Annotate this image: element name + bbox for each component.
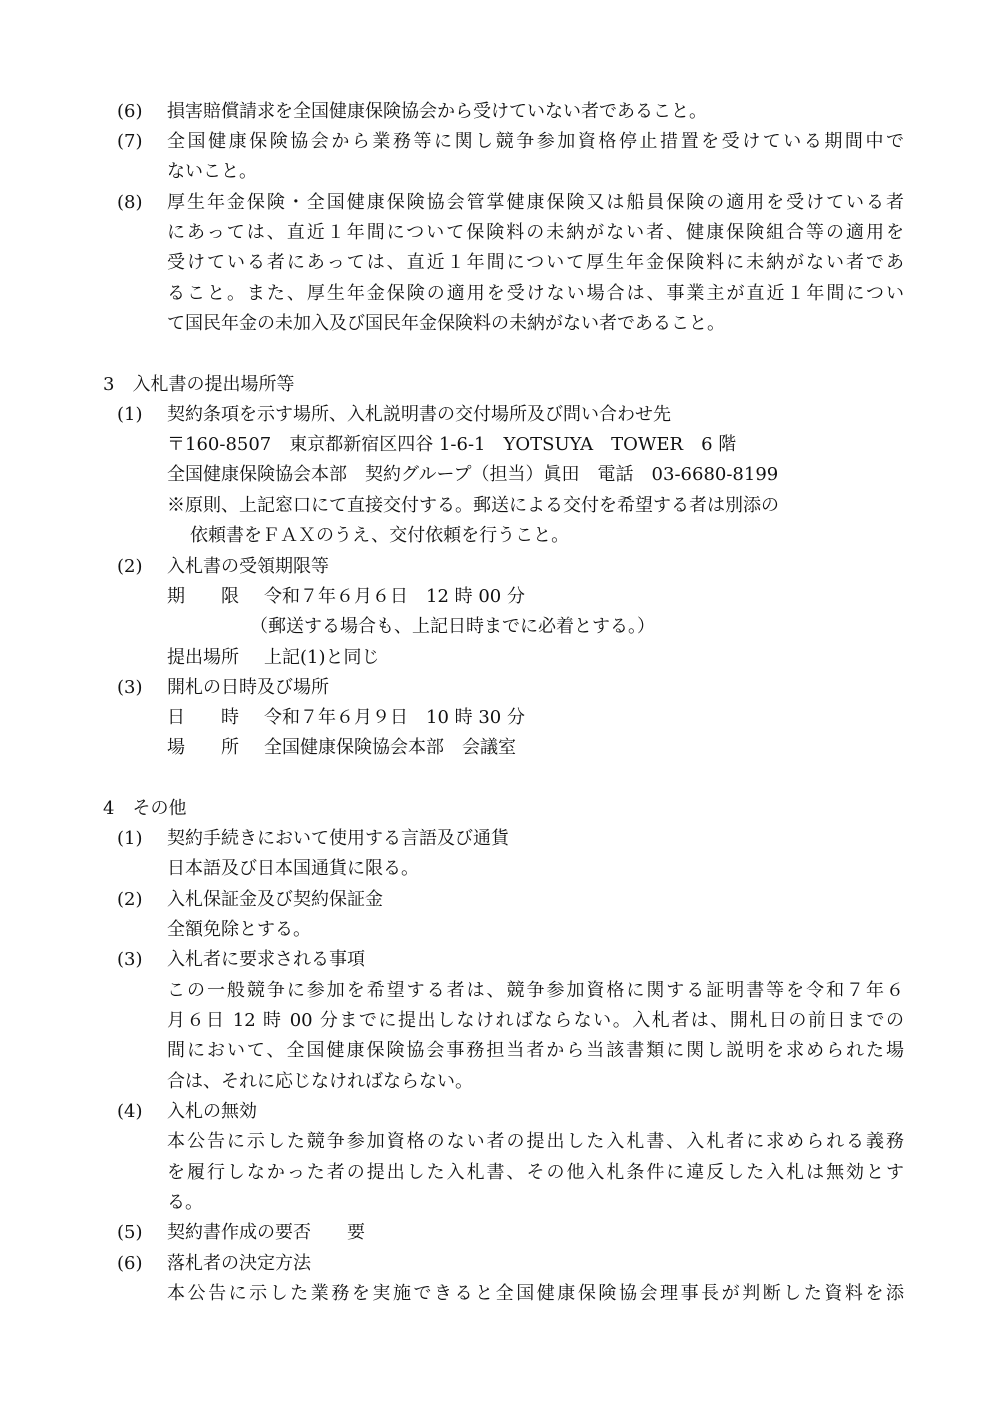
item-title: 開札の日時及び場所	[167, 677, 329, 698]
item-text: にあっては、直近１年間について保険料の未納がない者、健康保険組合等の適用を	[167, 222, 904, 243]
item-number: (6)	[117, 101, 143, 122]
item-number: (3)	[117, 677, 143, 698]
item-title: 契約条項を示す場所、入札説明書の交付場所及び問い合わせ先	[167, 404, 671, 425]
item-body: る。	[167, 1192, 203, 1213]
item-text: 損害賠償請求を全国健康保険協会から受けていない者であること。	[167, 101, 707, 122]
item-number: (6)	[117, 1253, 143, 1274]
item-number: (4)	[117, 1101, 143, 1122]
item-title: 入札の無効	[167, 1101, 257, 1122]
item-text: 全国健康保険協会から業務等に関し競争参加資格停止措置を受けている期間中で	[167, 131, 904, 152]
note-line: 依頼書をＦＡＸのうえ、交付依頼を行うこと。	[190, 525, 570, 546]
item-text: 厚生年金保険・全国健康保険協会管掌健康保険又は船員保険の適用を受けている者	[167, 192, 904, 213]
contact-line: 全国健康保険協会本部 契約グループ（担当）眞田 電話 03-6680-8199	[167, 464, 779, 485]
opening-time-label: 日 時	[167, 707, 239, 728]
item-number: (3)	[117, 949, 143, 970]
item-body: 全額免除とする。	[167, 919, 311, 940]
item-title: 入札者に要求される事項	[167, 949, 365, 970]
item-title: 契約手続きにおいて使用する言語及び通貨	[167, 828, 509, 849]
submission-place-value: 上記(1)と同じ	[264, 647, 380, 668]
item-number: (2)	[117, 556, 143, 577]
item-body: この一般競争に参加を希望する者は、競争参加資格に関する証明書等を令和７年６	[167, 980, 904, 1001]
note-line: ※原則、上記窓口にて直接交付する。郵送による交付を希望する者は別添の	[167, 495, 779, 516]
opening-time-value: 令和７年６月９日 10 時 30 分	[264, 707, 525, 728]
item-body: 間において、全国健康保険協会事務担当者から当該書類に関し説明を求められた場	[167, 1040, 904, 1061]
section-heading: 3 入札書の提出場所等	[103, 374, 295, 395]
deadline-value: 令和７年６月６日 12 時 00 分	[264, 586, 525, 607]
deadline-label: 期 限	[167, 586, 239, 607]
item-text: て国民年金の未加入及び国民年金保険料の未納がない者であること。	[167, 313, 725, 334]
deadline-note: （郵送する場合も、上記日時までに必着とする。）	[250, 616, 655, 637]
item-number: (7)	[117, 131, 143, 152]
item-title: 入札書の受領期限等	[167, 556, 329, 577]
item-body: を履行しなかった者の提出した入札書、その他入札条件に違反した入札は無効とす	[167, 1162, 904, 1183]
item-number: (1)	[117, 828, 143, 849]
item-body: 本公告に示した競争参加資格のない者の提出した入札書、入札者に求められる義務	[167, 1131, 904, 1152]
item-text: 受けている者にあっては、直近１年間について厚生年金保険料に未納がない者であ	[167, 252, 904, 273]
item-body: 日本語及び日本国通貨に限る。	[167, 858, 419, 879]
item-title: 入札保証金及び契約保証金	[167, 889, 383, 910]
item-text: ること。また、厚生年金保険の適用を受けない場合は、事業主が直近１年間につい	[167, 283, 904, 304]
item-body: 合は、それに応じなければならない。	[167, 1071, 473, 1092]
item-title: 契約書作成の要否 要	[167, 1222, 365, 1243]
opening-place-label: 場 所	[167, 737, 239, 758]
item-number: (1)	[117, 404, 143, 425]
item-body: 本公告に示した業務を実施できると全国健康保険協会理事長が判断した資料を添	[167, 1283, 904, 1304]
item-body: 月６日 12 時 00 分までに提出しなければならない。入札者は、開札日の前日までの	[167, 1010, 904, 1031]
section-heading: 4 その他	[103, 798, 187, 819]
item-text: ないこと。	[167, 161, 257, 182]
address-line: 〒160-8507 東京都新宿区四谷 1-6-1 YOTSUYA TOWER 6 階	[167, 434, 737, 455]
item-number: (2)	[117, 889, 143, 910]
item-number: (8)	[117, 192, 143, 213]
opening-place-value: 全国健康保険協会本部 会議室	[264, 737, 516, 758]
item-number: (5)	[117, 1222, 143, 1243]
submission-place-label: 提出場所	[167, 647, 239, 668]
item-title: 落札者の決定方法	[167, 1253, 311, 1274]
